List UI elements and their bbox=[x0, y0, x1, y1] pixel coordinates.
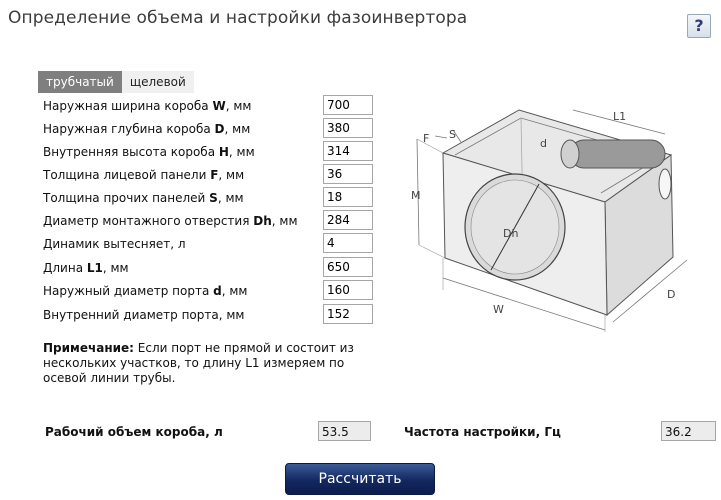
param-unit: , мм bbox=[271, 214, 298, 228]
param-row bbox=[43, 141, 255, 163]
frequency-result: 36.2 bbox=[661, 421, 716, 441]
param-row bbox=[43, 257, 129, 279]
tab-tubular[interactable]: трубчатый bbox=[38, 71, 122, 93]
param-unit: , мм bbox=[225, 99, 252, 113]
param-label-text: Наружная ширина короба bbox=[43, 99, 213, 113]
bass-reflex-box-diagram bbox=[395, 100, 715, 340]
param-label-text: Внутренняя высота короба bbox=[43, 145, 219, 159]
tab-slot[interactable]: щелевой bbox=[122, 71, 194, 93]
port-tube bbox=[570, 140, 665, 168]
param-input[interactable] bbox=[323, 210, 373, 230]
param-row bbox=[43, 304, 244, 326]
param-row bbox=[43, 280, 247, 302]
frequency-label: Частота настройки, Гц bbox=[404, 425, 561, 439]
param-row bbox=[43, 118, 250, 140]
label-dh: Dh bbox=[503, 227, 519, 240]
label-m: M bbox=[411, 189, 421, 202]
param-input[interactable] bbox=[323, 233, 373, 253]
param-unit: , мм bbox=[224, 122, 251, 136]
param-symbol: d bbox=[213, 284, 222, 298]
param-row bbox=[43, 210, 298, 232]
label-f: F bbox=[423, 132, 430, 145]
param-label bbox=[43, 308, 244, 322]
label-w: W bbox=[493, 303, 504, 316]
label-d-port: d bbox=[540, 137, 547, 150]
param-unit: , мм bbox=[228, 145, 255, 159]
param-label bbox=[43, 261, 129, 275]
tab-bar bbox=[38, 71, 194, 93]
param-label bbox=[43, 284, 247, 298]
param-label bbox=[43, 214, 298, 228]
param-unit: , мм bbox=[102, 261, 129, 275]
param-label-text: Внутренний диаметр порта, мм bbox=[43, 308, 245, 322]
note-text: Если порт не прямой и состоит из нескольких участков, то длину L1 измеряем по осевой линии трубы. bbox=[43, 341, 354, 385]
page-title: Определение объема и настройки фазоинвертора bbox=[8, 8, 468, 28]
param-unit: , мм bbox=[218, 168, 245, 182]
param-label bbox=[43, 145, 255, 159]
param-label-text: Толщина прочих панелей bbox=[43, 191, 210, 205]
param-label-text: Динамик вытесняет, л bbox=[43, 237, 186, 251]
param-symbol: L1 bbox=[86, 261, 103, 275]
param-input[interactable] bbox=[323, 95, 373, 115]
param-input[interactable] bbox=[323, 164, 373, 184]
param-unit: , мм bbox=[221, 284, 248, 298]
note-title: Примечание: bbox=[43, 341, 134, 355]
note bbox=[43, 341, 363, 386]
calculate-button[interactable]: Рассчитать bbox=[285, 463, 435, 495]
param-unit: , мм bbox=[217, 191, 244, 205]
param-label-text: Наружный диаметр порта bbox=[43, 284, 214, 298]
param-label bbox=[43, 191, 244, 205]
param-row bbox=[43, 187, 244, 209]
param-input[interactable] bbox=[323, 187, 373, 207]
param-symbol: H bbox=[218, 145, 229, 159]
param-symbol: D bbox=[214, 122, 225, 136]
param-label-text: Наружная глубина короба bbox=[43, 122, 215, 136]
label-d-depth: D bbox=[667, 288, 676, 301]
port-opening bbox=[659, 169, 671, 199]
param-input[interactable] bbox=[323, 304, 373, 324]
help-button[interactable]: ? bbox=[687, 14, 711, 38]
param-input[interactable] bbox=[323, 280, 373, 300]
param-label bbox=[43, 168, 244, 182]
param-label bbox=[43, 99, 251, 113]
param-symbol: Dh bbox=[253, 214, 272, 228]
param-row bbox=[43, 95, 251, 117]
param-input[interactable] bbox=[323, 118, 373, 138]
param-label-text: Диаметр монтажного отверстия bbox=[43, 214, 254, 228]
label-s: S bbox=[449, 128, 456, 141]
param-symbol: S bbox=[209, 191, 218, 205]
label-l1: L1 bbox=[613, 110, 627, 123]
param-input[interactable] bbox=[323, 141, 373, 161]
param-label bbox=[43, 122, 250, 136]
param-symbol: W bbox=[212, 99, 226, 113]
param-label bbox=[43, 237, 186, 251]
param-label-text: Длина bbox=[43, 261, 87, 275]
param-row bbox=[43, 233, 186, 255]
volume-label: Рабочий объем короба, л bbox=[45, 425, 223, 439]
param-label-text: Толщина лицевой панели bbox=[43, 168, 211, 182]
param-row bbox=[43, 164, 244, 186]
param-symbol: F bbox=[210, 168, 219, 182]
volume-result: 53.5 bbox=[318, 421, 371, 441]
param-input[interactable] bbox=[323, 257, 373, 277]
